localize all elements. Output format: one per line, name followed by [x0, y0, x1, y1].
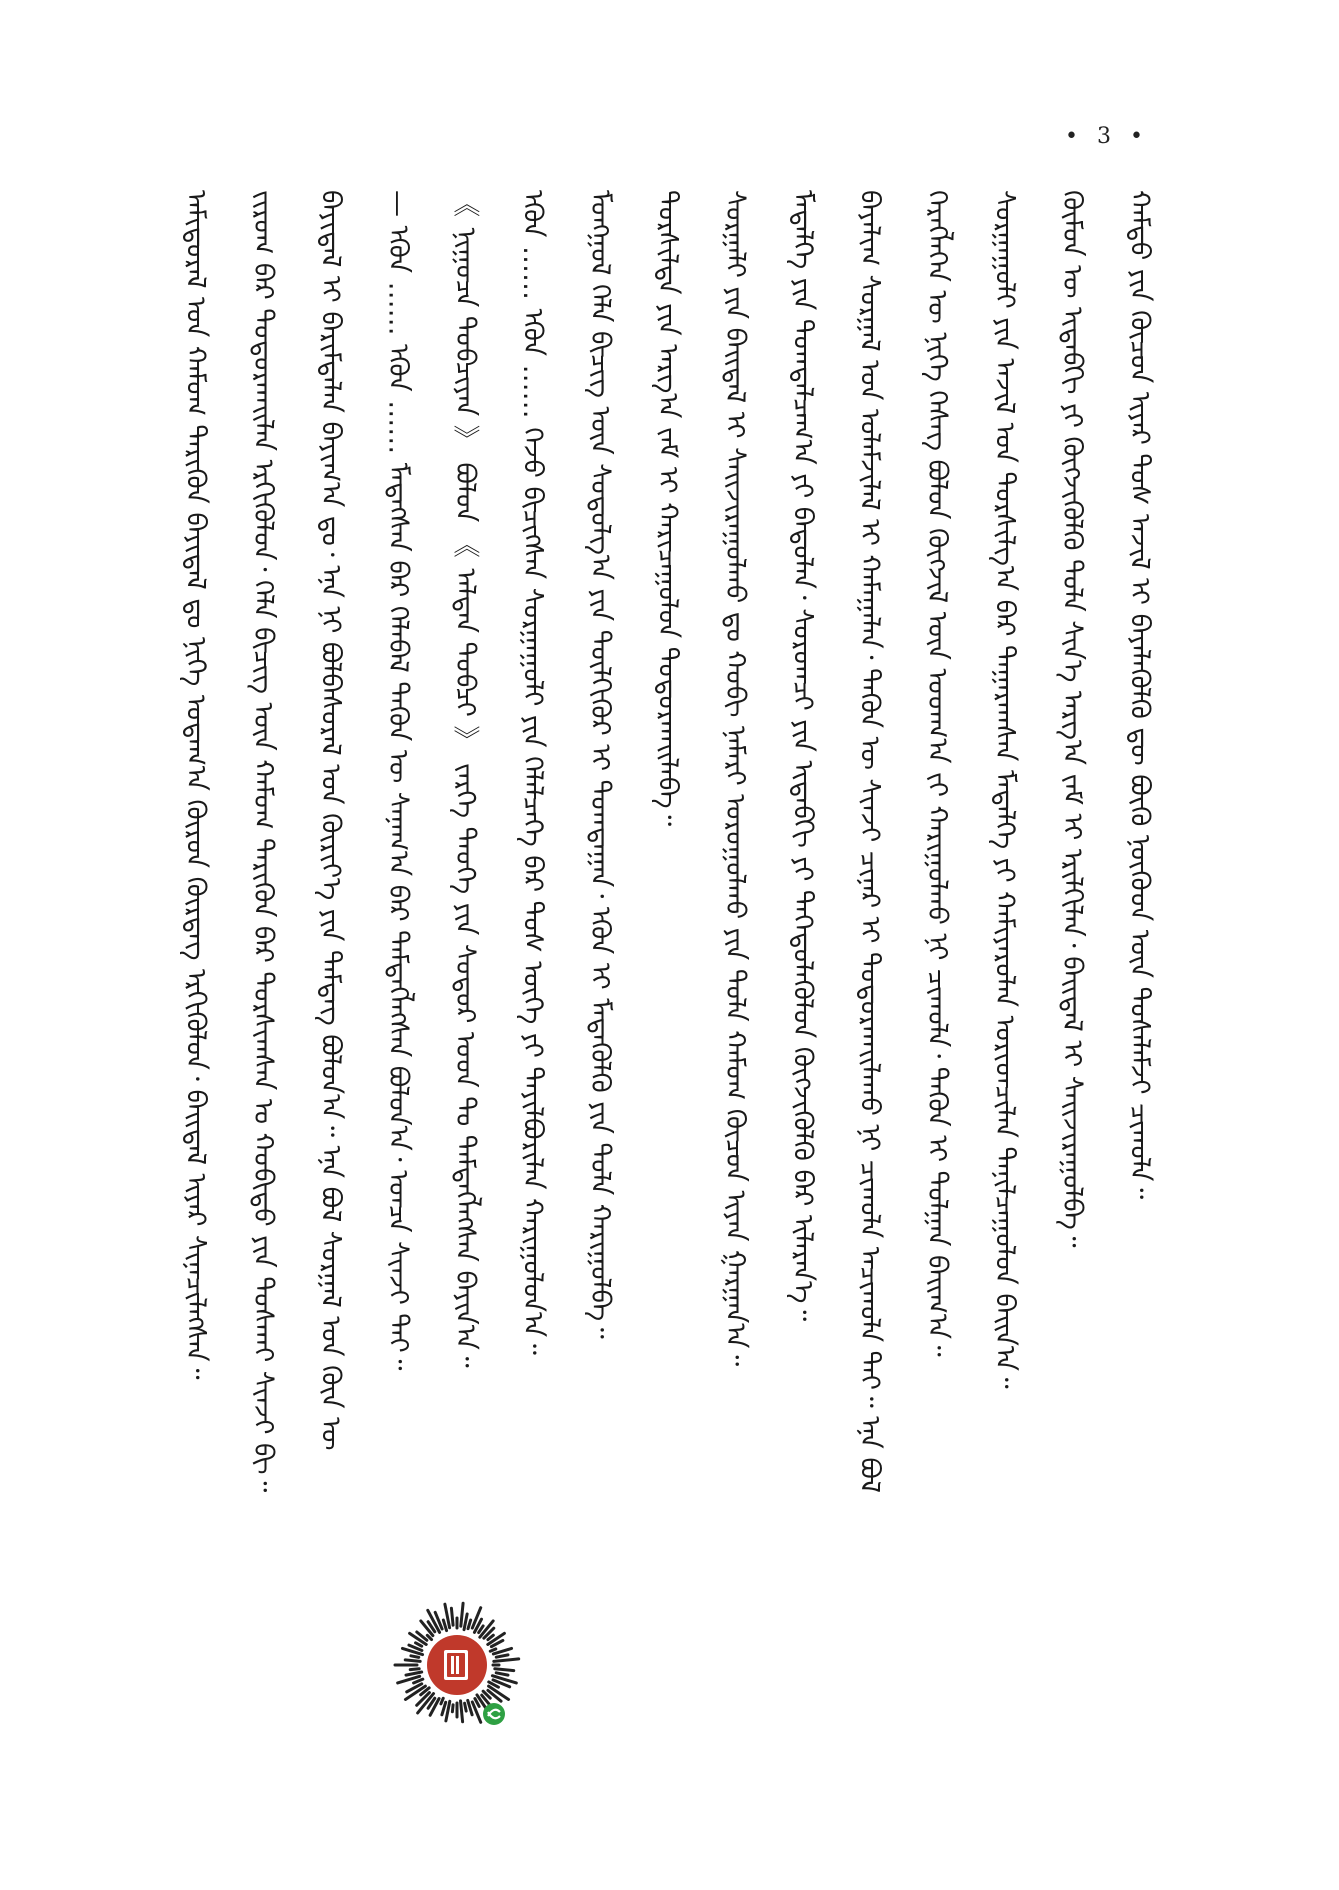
qr-ray [442, 1702, 446, 1714]
qr-ray [479, 1626, 483, 1633]
text-column: ᠰᠤᠷᠭᠠᠯᠢ ᠶᠢᠨ ᠪᠠᠢᠳᠠᠯ ᠢ ᠰᠠᠢᠵᠢᠷᠠᠭᠤᠯᠬᠤ ᠳᠤ ᠬᠤᠪᠢ ᠨᠡᠮᠡᠷᠢ ᠣᠷᠣᠭᠤᠯᠬᠤ ᠶᠢᠨ ᠲᠤᠯᠠ ᠬᠠᠮᠤᠭ ᠬᠦᠴᠦᠨ ᠢᠶᠡᠨ ᠭᠠᠷᠭᠠᠨ᠎ᠠ᠃ [719, 190, 751, 1367]
qr-ray [405, 1660, 420, 1661]
text-column: — ᠡᠭᠦᠨ …… ᠡᠭᠦᠨ …… ᠮᠡᠳᠡᠭᠰᠡᠨ ᠪᠡᠷ ᠬᠡᠯᠡᠪᠡᠯ ᠲᠡᠭᠦᠨ ᠦ ᠰᠠᠨᠠᠭ᠎ᠠ ᠪᠡᠷ ᠲᠡᠮᠳᠡᠭᠯᠡᠭᠰᠡᠨ ᠪᠤᠯᠤᠨ᠎ᠠ᠂ ᠣᠨᠴᠠ ᠰᠢᠨᠵᠢ ᠲᠡᠢ᠃ [382, 190, 414, 1371]
text-column: ᠵᠢᠷᠤᠭ ᠪᠡᠷ ᠲᠤᠳᠤᠷᠬᠠᠢᠯᠠᠨ ᠡᠷᠭᠢᠭᠦᠯᠦᠨ᠂ ᠬᠡᠯᠡ ᠪᠢᠴᠢᠭ ᠦᠨ ᠬᠠᠮᠤᠭ ᠲᠡᠷᠢᠭᠦᠨ ᠪᠡᠷ ᠲᠤᠷᠰᠢᠭᠰᠠᠨ ᠤ ᠬᠤᠪᠢᠳᠤ ᠶᠢᠨ ᠲᠤᠰᠬᠠᠢ ᠰᠢᠨᠵᠢ ᠪᠢ᠃ [247, 190, 279, 1493]
qr-ray [496, 1673, 508, 1675]
qr-ray [461, 1701, 463, 1722]
qr-ray [427, 1635, 431, 1639]
qr-ray [441, 1698, 443, 1704]
book-icon [444, 1650, 468, 1680]
qr-ray [461, 1603, 463, 1626]
text-column: ᠪᠠᠶᠠᠯᠢᠭ ᠰᠤᠷᠭᠠᠯ ᠤᠨ ᠤᠯᠠᠮᠵᠢᠯᠠᠯ ᠢ ᠬᠠᠮᠠᠭᠠᠯᠠᠨ᠂ ᠲᠡᠭᠦᠨ ᠦ ᠰᠢᠨᠵᠢ ᠴᠢᠨᠠᠷ ᠢ ᠲᠣᠳᠤᠷᠬᠠᠢᠯᠠᠬᠤ ᠨᠢ ᠴᠢᠬᠤᠯᠠ ᠠᠴᠢᠬᠤᠯᠠ ᠲᠠᠢ᠃ ᠡᠨᠡ ᠪᠣᠯ [854, 190, 886, 1493]
qr-ray [494, 1659, 519, 1661]
qr-ray [468, 1620, 471, 1629]
qr-ray [465, 1703, 467, 1711]
text-column: ᠠᠮᠢᠳᠤᠷᠠᠯ ᠤᠨ ᠬᠠᠮᠤᠭ ᠲᠡᠷᠢᠭᠦᠨ ᠪᠠᠶᠢᠳᠠᠯ ᠳᠤ ᠨᠢᠭᠡ ᠤᠳᠠᠭ᠎ᠠ ᠬᠦᠷᠦᠨ ᠬᠦᠷᠳᠡᠭ ᠡᠷᠭᠢᠭᠦᠯᠦᠨ᠂ ᠪᠠᠢᠳᠠᠯ ᠢᠶᠠᠷ ᠰᠢᠨᠡᠴᠢᠯᠡᠭᠰᠡᠨ᠃ [180, 190, 211, 1380]
text-column: ᠮᠤᠩᠭᠤᠯ ᠬᠡᠯᠡ ᠪᠢᠴᠢᠭ ᠦᠨ ᠰᠤᠳᠤᠯᠭ᠎ᠠ ᠶᠢᠨ ᠲᠦᠯᠬᠢᠭᠦᠷ ᠢ ᠲᠣᠭᠲᠠᠭᠠᠨ᠂ ᠡᠭᠦᠨ ᠢ ᠮᠡᠳᠡᠭᠦᠯᠬᠦ ᠶᠢᠨ ᠲᠤᠯᠠ ᠬᠠᠷᠢᠭᠤᠯᠪᠠ᠃ [584, 190, 616, 1339]
mongolian-text-block [180, 190, 1170, 1750]
qr-ray [411, 1656, 419, 1658]
text-column: 《 ᠨᠢᠭᠤᠴᠠ ᠲᠣᠪᠴᠢᠶᠠᠨ 》 ᠪᠣᠯᠣᠨ 《 ᠠᠯᠲᠠᠨ ᠲᠣᠪᠴᠢ 》 ᠵᠡᠷᠭᠡ ᠲᠡᠦᠬᠡ ᠶᠢᠨ ᠰᠤᠳᠤᠷ ᠤᠳ ᠲᠤ ᠲᠡᠮᠳᠡᠭᠯᠡᠭᠰᠡᠨ ᠪᠠᠶᠢᠨ᠎ᠠ᠃ [449, 190, 481, 1368]
text-column: ᠰᠤᠷᠭᠠᠭᠤᠯᠢ ᠶᠢᠨ ᠠᠵᠢᠯ ᠤᠨ ᠲᠤᠷᠰᠢᠯᠭ᠎ᠠ ᠪᠡᠷ ᠲᠠᠭᠠᠷᠠᠭᠰᠠᠨ ᠮᠡᠳᠡᠯᠭᠡ ᠶᠢ ᠬᠠᠮᠢᠶᠠᠷᠤᠯᠠᠨ ᠤᠷᠢᠳᠴᠢᠯᠠᠨ ᠲᠠᠨᠢᠯᠴᠠᠭᠤᠯᠤᠨ ᠪᠠᠢᠨ᠎ᠠ᠃ [989, 190, 1021, 1389]
qr-ray [410, 1669, 419, 1670]
qr-ray [452, 1705, 453, 1712]
qr-ray [488, 1635, 493, 1639]
page-number: • 3 • [1065, 124, 1149, 149]
text-column: ᠬᠦᠮᠦᠨ ᠦ ᠢᠳᠡᠪᠬᠢ ᠶᠢ ᠬᠥᠭᠵᠢᠭᠦᠯᠬᠦ ᠲᠤᠯᠠ ᠰᠢᠨ᠎ᠡ ᠠᠷᠭ᠎ᠠ ᠵᠠᠮ ᠢ ᠡᠷᠢᠯᠬᠢᠯᠡᠨ᠂ ᠪᠠᠢᠳᠠᠯ ᠢ ᠰᠠᠢᠵᠢᠷᠠᠭᠤᠯᠪᠠ᠃ [1056, 190, 1088, 1248]
text-column: ᠮᠡᠳᠡᠯᠭᠡ ᠶᠢᠨ ᠲᠣᠭᠲᠠᠯᠴᠠᠭ᠎ᠠ ᠶᠢ ᠪᠠᠲᠤᠯᠠᠨ᠂ ᠰᠤᠷᠤᠭᠴᠢ ᠶᠢᠨ ᠢᠳᠡᠪᠬᠢ ᠶᠢ ᠳᠡᠭᠡᠳᠦᠯᠡᠭᠦᠯᠦᠨ ᠬᠥᠭᠵᠢᠭᠦᠯᠬᠦ ᠪᠡᠷ ᠢᠯᠡᠷᠡᠨ᠎ᠡ᠃ [786, 190, 818, 1322]
qr-code[interactable] [382, 1590, 532, 1740]
text-column: ᠬᠠᠮᠲᠤ ᠶᠢᠨ ᠬᠦᠴᠦᠨ ᠢᠶᠡᠷ ᠲᠤᠰ ᠠᠵᠢᠯ ᠢ ᠪᠡᠶᠡᠯᠡᠭᠦᠯᠬᠦ ᠳᠦ ᠪᠦᠬᠦ ᠨᠥᠬᠥᠳ ᠦᠨ ᠲᠤᠰᠠᠯᠠᠮᠵᠢ ᠴᠢᠬᠤᠯᠠ᠃ [1123, 190, 1155, 1200]
text-column: ᠬᠡᠷᠡᠭᠯᠡᠭᠡᠨ ᠦ ᠨᠢᠭᠡ ᠬᠡᠰᠡᠭ ᠪᠣᠯᠣᠨ ᠬᠥᠭᠵᠢᠯ ᠦᠨ ᠤᠳᠬ᠎ᠠ ᠵᠢ ᠬᠠᠷᠢᠭᠤᠯᠬᠤ ᠨᠢ ᠴᠢᠬᠤᠯᠠ᠂ ᠲᠡᠭᠦᠨ ᠢ ᠲᠤᠯᠭᠠᠨ ᠪᠠᠢᠭ᠎ᠠ᠃ [921, 190, 953, 1357]
qr-ray [490, 1649, 496, 1651]
qr-ray [464, 1614, 467, 1630]
qr-ray [451, 1608, 453, 1625]
qr-ray [416, 1643, 422, 1646]
qr-ray [495, 1669, 514, 1671]
qr-ray [496, 1655, 508, 1657]
qr-ray [443, 1620, 446, 1631]
text-column: ᠡᠭᠦᠨ …… ᠡᠭᠦᠨ …… ᠭᠡᠵᠦ ᠪᠢᠴᠢᠭᠰᠡᠨ ᠰᠤᠷᠭᠠᠭᠤᠯᠢ ᠶᠢᠨ ᠬᠡᠯᠡᠯᠴᠡᠭᠡ ᠪᠡᠷ ᠲᠤᠰ ᠦᠭᠡ ᠶᠢ ᠲᠠᠶᠢᠯᠪᠤᠷᠢᠯᠠᠨ ᠬᠠᠷᠢᠭᠤᠯᠤᠨ᠎ᠠ᠃ [517, 190, 549, 1355]
qr-ray [406, 1672, 422, 1675]
text-column: ᠪᠠᠶᠢᠳᠠᠯ ᠢ ᠪᠠᠷᠢᠮᠲᠠᠯᠠᠨ ᠪᠠᠶᠢᠭ᠎ᠠ ᠳᠤ᠂ ᠡᠨᠡ ᠨᠢ ᠪᠤᠯᠪᠠᠰᠤᠷᠠᠯ ᠤᠨ ᠬᠦᠷᠢᠶ᠎ᠡ ᠶᠢᠨ ᠲᠡᠮᠳᠡᠭ ᠪᠤᠯᠤᠨ᠎ᠠ᠃ ᠡᠨᠡ ᠪᠤᠯ ᠰᠤᠷᠭᠠᠯ ᠤᠨ ᠬᠦᠨ ᠦ [314, 190, 346, 1451]
link-badge [483, 1703, 505, 1725]
text-column: ᠲᠤᠷᠰᠢᠯᠲᠠ ᠶᠢᠨ ᠠᠷᠭ᠎ᠠ ᠵᠠᠮ ᠢ ᠬᠠᠷᠢᠴᠠᠭᠤᠯᠤᠨ ᠲᠣᠳᠤᠷᠬᠠᠢᠯᠠᠪᠠ᠃ [651, 190, 683, 827]
